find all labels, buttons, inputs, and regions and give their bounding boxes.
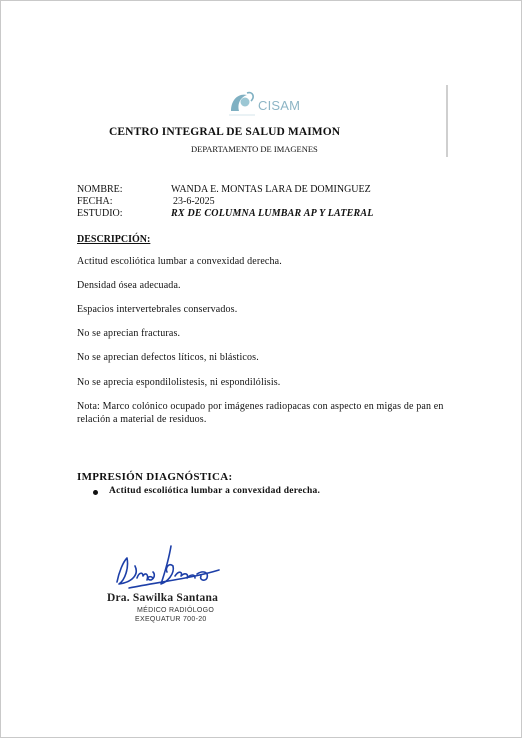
- doctor-title: MÉDICO RADIÓLOGO: [137, 607, 215, 614]
- header-divider: [446, 85, 448, 157]
- center-name: CENTRO INTEGRAL DE SALUD MAIMON: [109, 126, 341, 138]
- finding-item: Densidad ósea adecuada.: [77, 280, 181, 291]
- bullet-icon: [93, 490, 98, 495]
- finding-note: Nota: Marco colónico ocupado por imágenes radiopacas con aspecto en migas de pan en relación a material de residuos.: [77, 401, 444, 425]
- description-heading: DESCRIPCIÓN:: [77, 234, 151, 245]
- study-value: RX DE COLUMNA LUMBAR AP Y LATERAL: [171, 208, 374, 219]
- name-value: WANDA E. MONTAS LARA DE DOMINGUEZ: [171, 184, 371, 195]
- impression-item: [91, 486, 320, 496]
- study-label: ESTUDIO:: [77, 208, 123, 219]
- finding-item: No se aprecian fracturas.: [77, 328, 181, 339]
- department-name: DEPARTAMENTO DE IMAGENES: [191, 144, 318, 154]
- date-label: FECHA:: [77, 196, 113, 207]
- logo-text: CISAM: [258, 98, 301, 113]
- signature-icon: [109, 538, 229, 596]
- finding-item: No se aprecia espondilolistesis, ni espondilólisis.: [77, 377, 281, 388]
- impression-text: Actitud escoliótica lumbar a convexidad derecha.: [109, 486, 321, 496]
- impression-heading: IMPRESIÓN DIAGNÓSTICA:: [77, 471, 233, 483]
- name-label: NOMBRE:: [77, 184, 123, 195]
- doctor-name: Dra. Sawilka Santana: [107, 592, 219, 604]
- finding-item: Espacios intervertebrales conservados.: [77, 304, 238, 315]
- date-value: 23-6-2025: [173, 196, 215, 207]
- finding-item: No se aprecian defectos líticos, ni blásticos.: [77, 352, 259, 363]
- impression-list: [91, 486, 320, 496]
- doctor-license: EXEQUATUR 700-20: [135, 616, 207, 623]
- finding-item: Actitud escoliótica lumbar a convexidad derecha.: [77, 256, 282, 267]
